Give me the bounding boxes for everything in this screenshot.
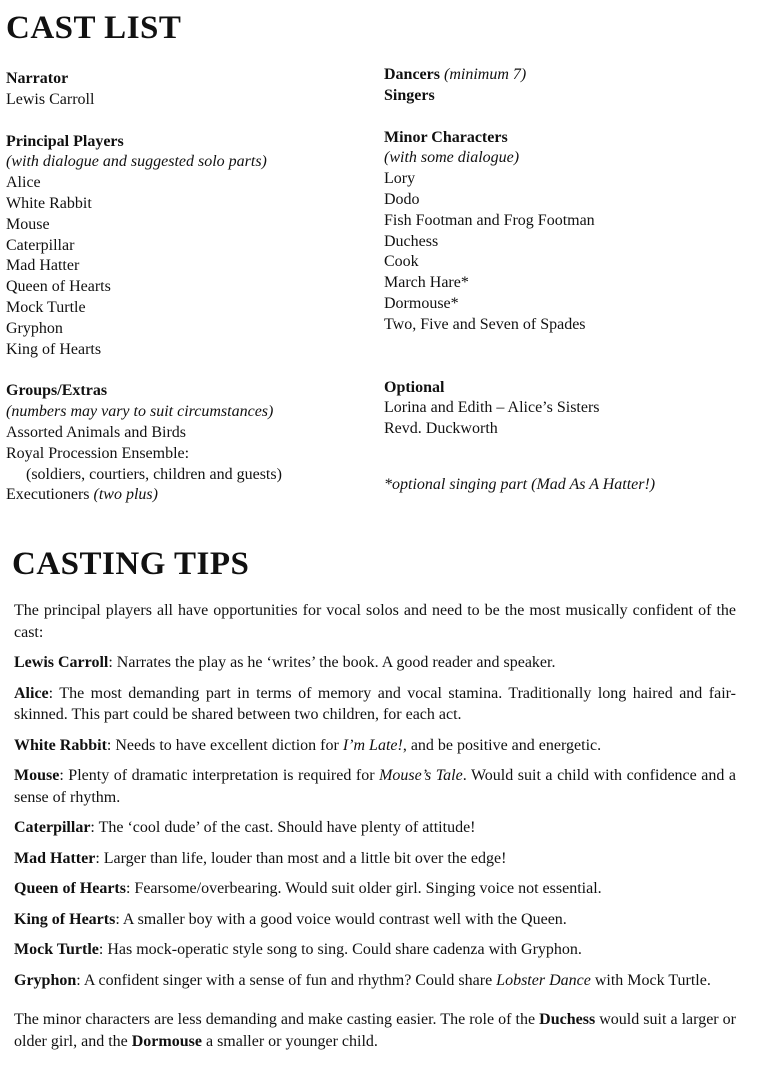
tip-paragraph: [14, 909, 736, 931]
tip-paragraph: [14, 652, 736, 674]
tip-paragraph: [14, 970, 736, 992]
principal-players-note: (with dialogue and suggested solo parts): [6, 153, 267, 171]
groups-extras-note: (numbers may vary to suit circumstances): [6, 403, 274, 421]
tip-name: Caterpillar: [14, 819, 91, 836]
list-item: Lorina and Edith – Alice’s Sisters: [384, 399, 600, 417]
list-item: Lory: [384, 170, 416, 188]
list-item: Gryphon: [6, 319, 63, 337]
tip-song-title: Lobster Dance: [496, 971, 591, 989]
closing-role-dormouse: Dormouse: [131, 1032, 202, 1050]
dancers-heading: Dancers: [384, 66, 440, 83]
tip-paragraph: [14, 735, 736, 757]
list-item: (soldiers, courtiers, children and guests): [26, 465, 282, 483]
tip-paragraph: [14, 939, 736, 961]
tip-text: with Mock Turtle.: [590, 971, 711, 989]
list-item: King of Hearts: [6, 340, 102, 358]
tip-text: : A confident singer with a sense of fun and rhythm? Could share: [76, 971, 497, 989]
list-item: Mad Hatter: [6, 257, 80, 275]
tip-paragraph: [14, 765, 736, 808]
tip-name: King of Hearts: [14, 910, 116, 928]
tip-song-title: I’m Late!: [342, 736, 403, 754]
tip-text: : The ‘cool dude’ of the cast. Should have plenty of attitude!: [90, 819, 476, 836]
list-item: Queen of Hearts: [6, 278, 111, 296]
cast-list-right-column: [384, 65, 744, 496]
tip-name: Alice: [14, 684, 49, 702]
executioners-label: Executioners: [6, 486, 90, 504]
tip-text: : Narrates the play as he ‘writes’ the book. A good reader and speaker.: [108, 654, 556, 671]
tip-paragraph: [14, 848, 736, 870]
list-item: Cook: [384, 253, 419, 271]
list-item: Assorted Animals and Birds: [6, 423, 186, 441]
tip-text: . Would suit a child with confidence and a sense of rhythm.: [14, 767, 737, 806]
tip-text: : Fearsome/overbearing. Would suit older girl. Singing voice not essential.: [125, 880, 602, 897]
closing-text: would suit a larger or older girl, and the: [14, 1011, 737, 1050]
closing-role-duchess: Duchess: [539, 1011, 596, 1028]
list-item: Two, Five and Seven of Spades: [384, 315, 586, 333]
list-item: Caterpillar: [6, 236, 75, 254]
closing-text: The minor characters are less demanding and make casting easier. The role of the: [14, 1011, 540, 1028]
cast-list-left-column: [6, 69, 366, 506]
closing-paragraph: [14, 1009, 736, 1052]
list-item: [6, 485, 366, 506]
singers-heading: Singers: [384, 86, 435, 104]
list-item: Royal Procession Ensemble:: [6, 444, 190, 462]
list-item: Dormouse*: [384, 294, 459, 312]
tip-name: Mouse: [14, 767, 60, 784]
dancers-note: (minimum 7): [443, 66, 527, 83]
tip-text: : Needs to have excellent diction for: [106, 736, 343, 754]
tip-name: White Rabbit: [14, 736, 107, 754]
tip-song-title: Mouse’s Tale: [379, 767, 463, 784]
list-item: Revd. Duckworth: [384, 420, 498, 438]
list-item: Duchess: [384, 232, 439, 250]
tip-text: : Larger than life, louder than most and a little bit over the edge!: [95, 849, 507, 867]
casting-tips-title: CASTING TIPS: [12, 546, 250, 582]
tip-name: Gryphon: [14, 971, 77, 989]
casting-tips-body: [14, 600, 736, 1061]
closing-text: a smaller or younger child.: [201, 1032, 378, 1050]
casting-tips-intro: The principal players all have opportunities for vocal solos and need to be the most musically confident of the cast:: [14, 602, 736, 641]
list-item: Dodo: [384, 190, 420, 208]
optional-heading: Optional: [384, 378, 445, 396]
footnote: *optional singing part (Mad As A Hatter!): [384, 475, 656, 493]
narrator-heading: Narrator: [6, 70, 69, 87]
tip-text: , and be positive and energetic.: [402, 736, 602, 754]
list-item: Mock Turtle: [6, 298, 86, 316]
tip-text: : Plenty of dramatic interpretation is required for: [59, 767, 380, 784]
list-item: Mouse: [6, 215, 50, 233]
minor-characters-note: (with some dialogue): [384, 149, 520, 167]
list-item: Alice: [6, 174, 41, 192]
principal-players-heading: Principal Players: [6, 132, 124, 150]
tip-name: Lewis Carroll: [14, 654, 109, 671]
executioners-note: (two plus): [93, 486, 158, 504]
list-item: Lewis Carroll: [6, 90, 95, 108]
groups-extras-heading: Groups/Extras: [6, 382, 108, 400]
tip-text: : Has mock-operatic style song to sing. Could share cadenza with Gryphon.: [98, 941, 582, 958]
list-item: Fish Footman and Frog Footman: [384, 211, 595, 229]
minor-characters-heading: Minor Characters: [384, 128, 508, 146]
tip-text: : A smaller boy with a good voice would contrast well with the Queen.: [115, 910, 567, 928]
list-item: White Rabbit: [6, 194, 92, 212]
tip-paragraph: [14, 817, 736, 839]
cast-list-title: CAST LIST: [6, 10, 182, 46]
tip-paragraph: [14, 683, 736, 726]
tip-name: Mad Hatter: [14, 849, 96, 867]
tip-text: : The most demanding part in terms of memory and vocal stamina. Traditionally long haired and fair-skinned. This part could be shared between two children, for each act.: [14, 684, 736, 723]
tip-name: Mock Turtle: [14, 941, 99, 958]
tip-paragraph: [14, 878, 736, 900]
tip-name: Queen of Hearts: [14, 880, 126, 897]
list-item: March Hare*: [384, 274, 469, 292]
